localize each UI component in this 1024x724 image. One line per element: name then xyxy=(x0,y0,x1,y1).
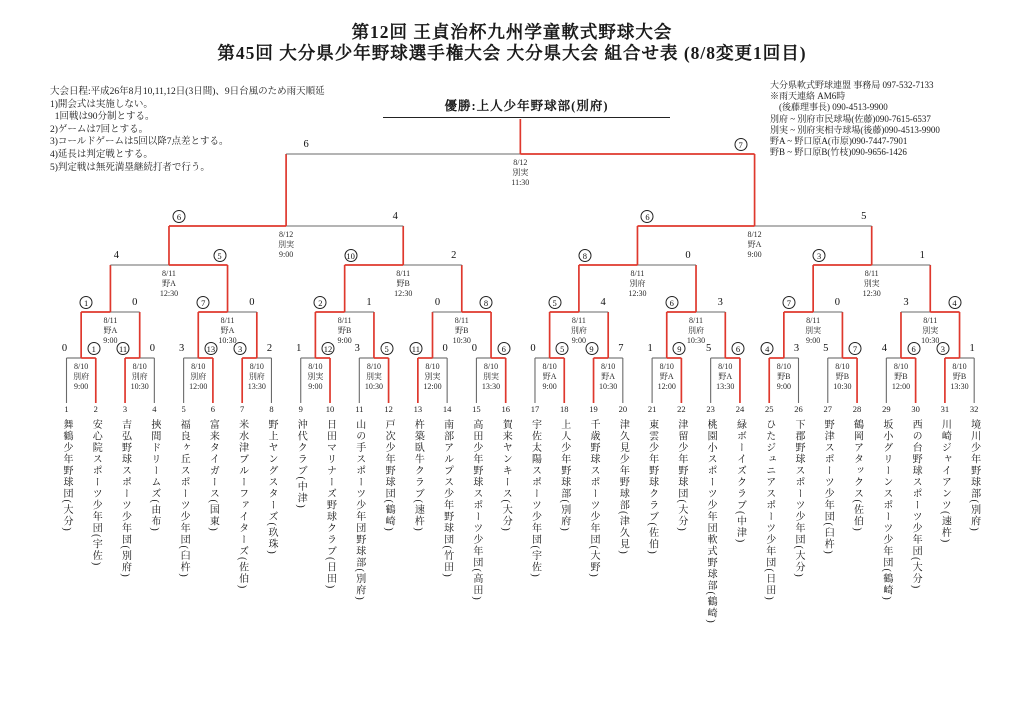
team-name: 川崎ジャイアンツ(速杵) xyxy=(939,419,951,544)
match-venue-label xyxy=(407,362,459,392)
venue-text: 野B xyxy=(337,326,352,335)
match-score-winner: 10 xyxy=(344,249,357,262)
venue-text: 9:00 xyxy=(74,382,89,391)
match-score: 3 xyxy=(903,297,909,308)
team-name: 津留少年野球団(大分) xyxy=(675,419,687,533)
match-score-winner: 9 xyxy=(585,342,598,355)
match-score-winner: 4 xyxy=(761,342,774,355)
match-score: 2 xyxy=(266,343,273,354)
contact-line: 大分県軟式野球連盟 事務局 097-532-7133 xyxy=(770,80,934,90)
team-number: 11 xyxy=(355,404,364,414)
venue-text: 別実 xyxy=(483,372,500,381)
match-score-winner: 1 xyxy=(80,296,93,309)
match-score: 4 xyxy=(392,211,398,222)
match-venue-label xyxy=(172,362,224,392)
team-number: 14 xyxy=(442,404,452,414)
team-number: 9 xyxy=(298,404,303,414)
venue-text: 8/10 xyxy=(659,362,674,371)
title-line-2: 第45回 大分県少年野球選手権大会 大分県大会 組合せ表 (8/8変更1回目) xyxy=(217,43,807,63)
venue-text: 野A xyxy=(220,326,235,335)
venue-text: 12:00 xyxy=(423,382,442,391)
match-score: 0 xyxy=(249,297,255,308)
match-venue-label xyxy=(934,362,986,392)
match-score: 0 xyxy=(149,343,155,354)
match-score-winner: 5 xyxy=(548,296,561,309)
team-number: 29 xyxy=(882,404,891,414)
venue-text: 別府 xyxy=(570,326,587,335)
match-score: 4 xyxy=(113,250,120,261)
match-venue-label xyxy=(319,316,371,346)
team-number: 32 xyxy=(969,404,979,414)
venue-text: 12:30 xyxy=(628,289,647,298)
venue-text: 8/11 xyxy=(162,269,176,278)
venue-text: 12:00 xyxy=(657,382,676,391)
venue-text: 野B xyxy=(952,372,967,381)
match-score: 3 xyxy=(354,343,360,354)
venue-text: 野A xyxy=(542,372,557,381)
venue-text: 8/10 xyxy=(366,362,382,371)
team-name: 野津スポーツ少年団(臼杵) xyxy=(822,419,834,556)
match-score: 0 xyxy=(132,297,138,308)
note-line: 4)延長は判定戦とする。 xyxy=(50,149,153,160)
match-score-winner: 7 xyxy=(782,296,795,309)
team-name: 津久見少年野球部(津久見) xyxy=(617,419,629,556)
contact-line: 野B ~ 野口原B(竹枝)090-9656-1426 xyxy=(770,147,907,158)
team-name: 境川少年野球部(別府) xyxy=(968,419,980,533)
match-score: 0 xyxy=(834,297,841,308)
team-name: 鶴岡アタックス(佐伯) xyxy=(851,419,863,533)
match-venue-label xyxy=(114,362,166,392)
venue-text: 8/11 xyxy=(689,316,703,325)
match-score-winner: 5 xyxy=(213,249,226,262)
team-number: 5 xyxy=(181,404,186,414)
note-line: 大会日程:平成26年8月10,11,12日(3日間)、9日台風のため雨天順延 xyxy=(50,87,325,97)
venue-text: 別実 xyxy=(424,372,441,381)
venue-text: 8/11 xyxy=(923,316,938,325)
venue-text: 野A xyxy=(747,240,762,249)
match-score-winner: 7 xyxy=(197,296,210,309)
venue-text: 8/10 xyxy=(249,362,264,371)
match-score-winner: 6 xyxy=(665,296,678,309)
team-number: 24 xyxy=(735,404,745,414)
match-score-winner: 6 xyxy=(731,342,744,355)
match-venue-label xyxy=(787,316,839,346)
venue-text: 8/12 xyxy=(513,158,528,167)
match-venue-label xyxy=(904,316,956,346)
team-number: 4 xyxy=(152,404,157,414)
venue-text: 8/10 xyxy=(776,362,791,371)
venue-text: 12:00 xyxy=(891,382,911,391)
match-score-winner: 1 xyxy=(87,342,100,355)
match-score: 0 xyxy=(442,343,448,354)
venue-text: 9:00 xyxy=(747,250,762,259)
match-score: 7 xyxy=(618,343,624,354)
venue-text: 8/11 xyxy=(571,316,586,325)
match-score-winner: 11 xyxy=(117,342,130,355)
match-score: 4 xyxy=(881,343,887,354)
venue-text: 12:00 xyxy=(189,382,208,391)
match-score-winner: 3 xyxy=(936,342,949,355)
match-venue-label xyxy=(143,269,195,299)
venue-text: 9:00 xyxy=(278,250,294,259)
venue-text: 8/10 xyxy=(718,362,733,371)
venue-text: 8/10 xyxy=(893,362,909,371)
team-name: 杵築臥牛クラブ(速杵) xyxy=(412,419,424,533)
venue-text: 野A xyxy=(718,372,733,381)
match-score-winner: 6 xyxy=(172,210,185,223)
match-venue-label xyxy=(699,362,751,392)
match-score: 1 xyxy=(366,297,372,308)
team-name: 高田少年野球スポーツ少年団(高田) xyxy=(470,419,482,602)
venue-text: 11:30 xyxy=(511,178,530,187)
venue-text: 8/10 xyxy=(542,362,557,371)
venue-text: 10:30 xyxy=(686,336,706,345)
venue-text: 8/10 xyxy=(308,362,323,371)
match-score: 0 xyxy=(471,343,478,354)
venue-text: 別実 xyxy=(805,326,822,335)
venue-text: 12:30 xyxy=(862,289,881,298)
match-score: 5 xyxy=(706,343,712,354)
venue-text: 8/10 xyxy=(425,362,440,371)
team-name: 千歳野球スポーツ少年団(大野) xyxy=(588,419,600,579)
venue-text: 8/11 xyxy=(337,316,352,325)
venue-text: 8/11 xyxy=(630,269,645,278)
match-venue-label xyxy=(670,316,722,346)
match-score-winner: 3 xyxy=(813,249,826,262)
team-name: 下郡野球スポーツ少年団(大分) xyxy=(793,419,804,579)
match-venue-label xyxy=(436,316,488,346)
venue-text: 別府 xyxy=(131,372,148,381)
note-line: 1)開会式は実施しない。 xyxy=(50,99,153,110)
team-number: 1 xyxy=(64,404,69,414)
match-venue-label xyxy=(729,230,781,260)
venue-text: 野A xyxy=(162,279,176,288)
team-name: 山の手スポーツ少年団野球部(別府) xyxy=(353,419,365,602)
match-score: 2 xyxy=(451,250,457,261)
venue-text: 9:00 xyxy=(103,336,118,345)
match-score: 0 xyxy=(530,343,536,354)
match-venue-label xyxy=(377,269,429,299)
match-venue-label xyxy=(55,362,107,392)
contact-line: 別実 ~ 別府実相寺球場(後藤)090-4513-9900 xyxy=(770,124,940,135)
venue-text: 別府 xyxy=(190,372,207,381)
match-score: 3 xyxy=(717,297,723,308)
match-score: 1 xyxy=(647,343,653,354)
match-venue-label xyxy=(231,362,283,392)
team-name: 野上ヤングスターズ(玖珠) xyxy=(265,419,277,556)
venue-text: 野B xyxy=(455,326,469,335)
match-score-winner: 7 xyxy=(734,138,747,151)
team-number: 17 xyxy=(530,404,540,414)
match-score: 1 xyxy=(969,343,975,354)
match-venue-label xyxy=(202,316,254,346)
match-score-winner: 6 xyxy=(497,342,510,355)
venue-text: 野A xyxy=(659,372,674,381)
venue-text: 8/11 xyxy=(396,269,411,278)
match-venue-label xyxy=(524,362,576,392)
match-venue-label xyxy=(816,362,868,392)
venue-text: 別府 xyxy=(688,326,705,335)
champion-label: 優勝:上人少年野球部(別府) xyxy=(444,99,609,113)
venue-text: 9:00 xyxy=(542,382,557,391)
team-name: 賀来ヤンキース(大分) xyxy=(500,419,512,533)
team-number: 15 xyxy=(472,404,481,414)
match-score: 3 xyxy=(793,343,800,354)
match-score-winner: 9 xyxy=(673,342,686,355)
venue-text: 9:00 xyxy=(571,336,586,345)
match-score-winner: 5 xyxy=(380,342,393,355)
team-name: ひたジュニアスポーツ少年団(日田) xyxy=(763,419,775,602)
match-score-winner: 11 xyxy=(409,342,422,355)
team-name: 上人少年野球部(別府) xyxy=(558,419,570,533)
match-venue-label xyxy=(289,362,341,392)
venue-text: 野B xyxy=(777,372,791,381)
venue-text: 13:30 xyxy=(716,382,735,391)
venue-text: 9:00 xyxy=(776,382,791,391)
match-venue-label xyxy=(553,316,605,346)
team-number: 8 xyxy=(269,404,274,414)
venue-text: 野B xyxy=(396,279,410,288)
team-number: 2 xyxy=(93,404,98,414)
venue-text: 8/12 xyxy=(278,230,294,239)
match-score: 5 xyxy=(861,211,867,222)
team-number: 12 xyxy=(384,404,393,414)
match-score-winner: 6 xyxy=(641,210,654,223)
venue-text: 10:30 xyxy=(218,336,237,345)
match-venue-label xyxy=(260,230,312,260)
venue-text: 8/11 xyxy=(103,316,118,325)
contact-line: ※雨天連絡 AM6時 xyxy=(770,91,846,102)
venue-text: 13:30 xyxy=(247,382,266,391)
venue-text: 別実 xyxy=(863,279,880,288)
team-name: 舞鶴少年野球団(大分) xyxy=(61,419,72,533)
match-venue-label xyxy=(348,362,400,392)
team-number: 22 xyxy=(677,404,686,414)
team-name: 福良ヶ丘スポーツ少年団(臼杵) xyxy=(178,419,190,579)
team-number: 21 xyxy=(647,404,657,414)
match-score: 0 xyxy=(434,297,441,308)
venue-text: 別府 xyxy=(248,372,265,381)
venue-text: 8/11 xyxy=(864,269,879,278)
venue-text: 8/10 xyxy=(191,362,206,371)
match-score: 5 xyxy=(823,343,829,354)
team-name: 西の台野球スポーツ少年団(大分) xyxy=(910,419,922,590)
venue-text: 別実 xyxy=(278,240,295,249)
team-number: 19 xyxy=(589,404,598,414)
venue-text: 10:30 xyxy=(833,382,852,391)
venue-text: 別府 xyxy=(73,372,90,381)
venue-text: 別実 xyxy=(512,168,529,177)
team-name: 宇佐太陽スポーツ少年団(宇佐) xyxy=(529,419,541,579)
venue-text: 8/10 xyxy=(835,362,850,371)
venue-text: 13:30 xyxy=(950,382,969,391)
team-number: 27 xyxy=(823,404,833,414)
match-venue-label xyxy=(465,362,517,392)
venue-text: 9:00 xyxy=(337,336,352,345)
venue-text: 10:30 xyxy=(452,336,471,345)
venue-text: 10:30 xyxy=(364,382,384,391)
match-score: 1 xyxy=(919,250,925,261)
match-score-winner: 5 xyxy=(556,342,569,355)
venue-text: 8/12 xyxy=(747,230,762,239)
contact-line: 野A ~ 野口原A(市原)090-7447-7901 xyxy=(770,136,908,147)
match-score: 4 xyxy=(600,297,606,308)
match-score-winner: 3 xyxy=(234,342,247,355)
venue-text: 12:30 xyxy=(394,289,413,298)
team-number: 16 xyxy=(501,404,510,414)
match-score-winner: 8 xyxy=(578,249,591,262)
team-number: 30 xyxy=(911,404,920,414)
venue-text: 別実 xyxy=(922,326,939,335)
venue-text: 12:30 xyxy=(159,289,179,298)
venue-text: 10:30 xyxy=(599,382,618,391)
team-number: 3 xyxy=(122,404,128,414)
venue-text: 10:30 xyxy=(921,336,940,345)
venue-text: 別実 xyxy=(307,372,324,381)
match-score-winner: 2 xyxy=(314,296,327,309)
team-number: 13 xyxy=(413,404,423,414)
match-venue-label xyxy=(641,362,693,392)
venue-text: 別府 xyxy=(629,279,646,288)
venue-text: 8/10 xyxy=(601,362,616,371)
team-number: 31 xyxy=(940,404,950,414)
match-venue-label xyxy=(582,362,634,392)
venue-text: 8/10 xyxy=(952,362,967,371)
venue-text: 13:30 xyxy=(481,382,501,391)
team-name: 沖代クラブ(中津) xyxy=(295,419,307,510)
team-number: 23 xyxy=(706,404,715,414)
contact-line: 別府 ~ 別府市民球場(佐藤)090-7615-6537 xyxy=(770,113,931,124)
match-venue-label xyxy=(611,269,663,299)
venue-text: 9:00 xyxy=(308,382,323,391)
venue-text: 8/10 xyxy=(132,362,147,371)
venue-text: 8/11 xyxy=(454,316,469,325)
contact-line: (後藤理事長) 090-4513-9900 xyxy=(770,102,888,113)
team-number: 26 xyxy=(794,404,803,414)
team-number: 10 xyxy=(325,404,335,414)
match-venue-label xyxy=(758,362,810,392)
title-line-1: 第12回 王貞治杯九州学童軟式野球大会 xyxy=(351,22,673,42)
note-line: 3)コールドゲームは5回以降7点差とする。 xyxy=(50,137,229,148)
match-venue-label xyxy=(494,158,546,188)
venue-text: 別実 xyxy=(365,372,382,381)
venue-text: 野A xyxy=(601,372,616,381)
match-score-winner: 13 xyxy=(204,342,217,355)
team-name: 桃園小スポーツ少年団軟式野球部(鶴崎) xyxy=(705,419,717,625)
team-number: 25 xyxy=(764,404,774,414)
match-score-winner: 4 xyxy=(948,296,961,309)
match-score-winner: 8 xyxy=(480,296,493,309)
team-name: 東雲少年野球クラブ(佐伯) xyxy=(646,419,658,556)
team-number: 20 xyxy=(618,404,628,414)
team-name: 米水津ブルーファイターズ(佐伯) xyxy=(236,419,248,590)
team-name: 挾間ドリームズ(由布) xyxy=(148,419,160,533)
match-score-winner: 6 xyxy=(907,342,920,355)
venue-text: 野A xyxy=(103,326,118,335)
team-name: 吉弘野球スポーツ少年団(別府) xyxy=(119,419,131,579)
team-name: 日田マリナーズ野球クラブ(日田) xyxy=(324,419,336,590)
venue-text: 8/11 xyxy=(220,316,235,325)
team-number: 6 xyxy=(210,404,216,414)
note-line: 5)判定戦は無死満塁継続打者で行う。 xyxy=(50,162,210,173)
match-score: 0 xyxy=(61,343,68,354)
match-venue-label xyxy=(84,316,136,346)
team-name: 南部アルプス少年野球団(竹田) xyxy=(441,419,453,579)
venue-text: 10:30 xyxy=(130,382,149,391)
venue-text: 8/11 xyxy=(806,316,821,325)
match-score: 6 xyxy=(303,139,309,150)
venue-text: 野B xyxy=(894,372,908,381)
team-name: 緑ボーイズクラブ(中津) xyxy=(734,419,746,544)
note-line: 1回戦は90分制とする。 xyxy=(50,112,155,123)
match-venue-label xyxy=(875,362,927,392)
match-score-winner: 7 xyxy=(849,342,862,355)
team-name: 坂小グリーンスポーツ少年団(鶴崎) xyxy=(880,419,892,602)
venue-text: 野B xyxy=(835,372,850,381)
team-name: 安心院スポーツ少年団(宇佐) xyxy=(90,419,102,567)
team-number: 18 xyxy=(560,404,569,414)
team-name: 富来タイガース(国東) xyxy=(207,419,219,533)
venue-text: 8/10 xyxy=(74,362,89,371)
match-score-winner: 12 xyxy=(322,342,335,355)
venue-text: 8/10 xyxy=(483,362,499,371)
team-number: 28 xyxy=(852,404,862,414)
team-number: 7 xyxy=(240,404,245,414)
team-name: 戸次少年野球団(鶴崎) xyxy=(383,419,395,533)
match-venue-label xyxy=(846,269,898,299)
note-line: 2)ゲームは7回とする。 xyxy=(50,124,149,135)
match-score: 3 xyxy=(178,343,185,354)
venue-text: 9:00 xyxy=(806,336,821,345)
match-score: 1 xyxy=(296,343,302,354)
match-score: 0 xyxy=(685,250,691,261)
